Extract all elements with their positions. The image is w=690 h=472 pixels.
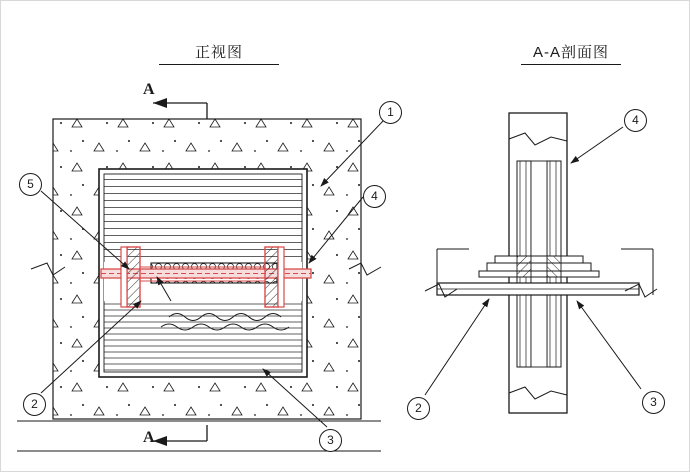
section-mark-bottom	[153, 425, 207, 446]
callout-bubble-3-section: 3	[642, 391, 665, 414]
section-slab	[437, 283, 639, 295]
section-view-title: A-A剖面图	[521, 41, 621, 65]
front-right-anchor-plate	[265, 247, 284, 307]
section-mark-label-top: A	[143, 81, 155, 98]
callout-bubble-4-section: 4	[624, 109, 647, 132]
section-collar-plates	[479, 256, 599, 277]
callout-bubble-3-front: 3	[319, 429, 342, 452]
callout-bubble-1: 1	[379, 101, 402, 124]
callout-bubble-4-front: 4	[363, 185, 386, 208]
section-mark-label-bottom: A	[143, 429, 155, 446]
callout-bubble-2-section: 2	[407, 397, 430, 420]
section-view-group	[425, 113, 657, 413]
callout-bubble-5: 5	[19, 173, 42, 196]
front-view-title: 正视图	[159, 41, 279, 65]
section-mark-top	[153, 98, 207, 119]
front-left-anchor-plate	[121, 247, 140, 307]
engineering-drawing-svg	[1, 1, 690, 472]
callout-bubble-2-front: 2	[23, 393, 46, 416]
front-view-group	[17, 98, 383, 451]
